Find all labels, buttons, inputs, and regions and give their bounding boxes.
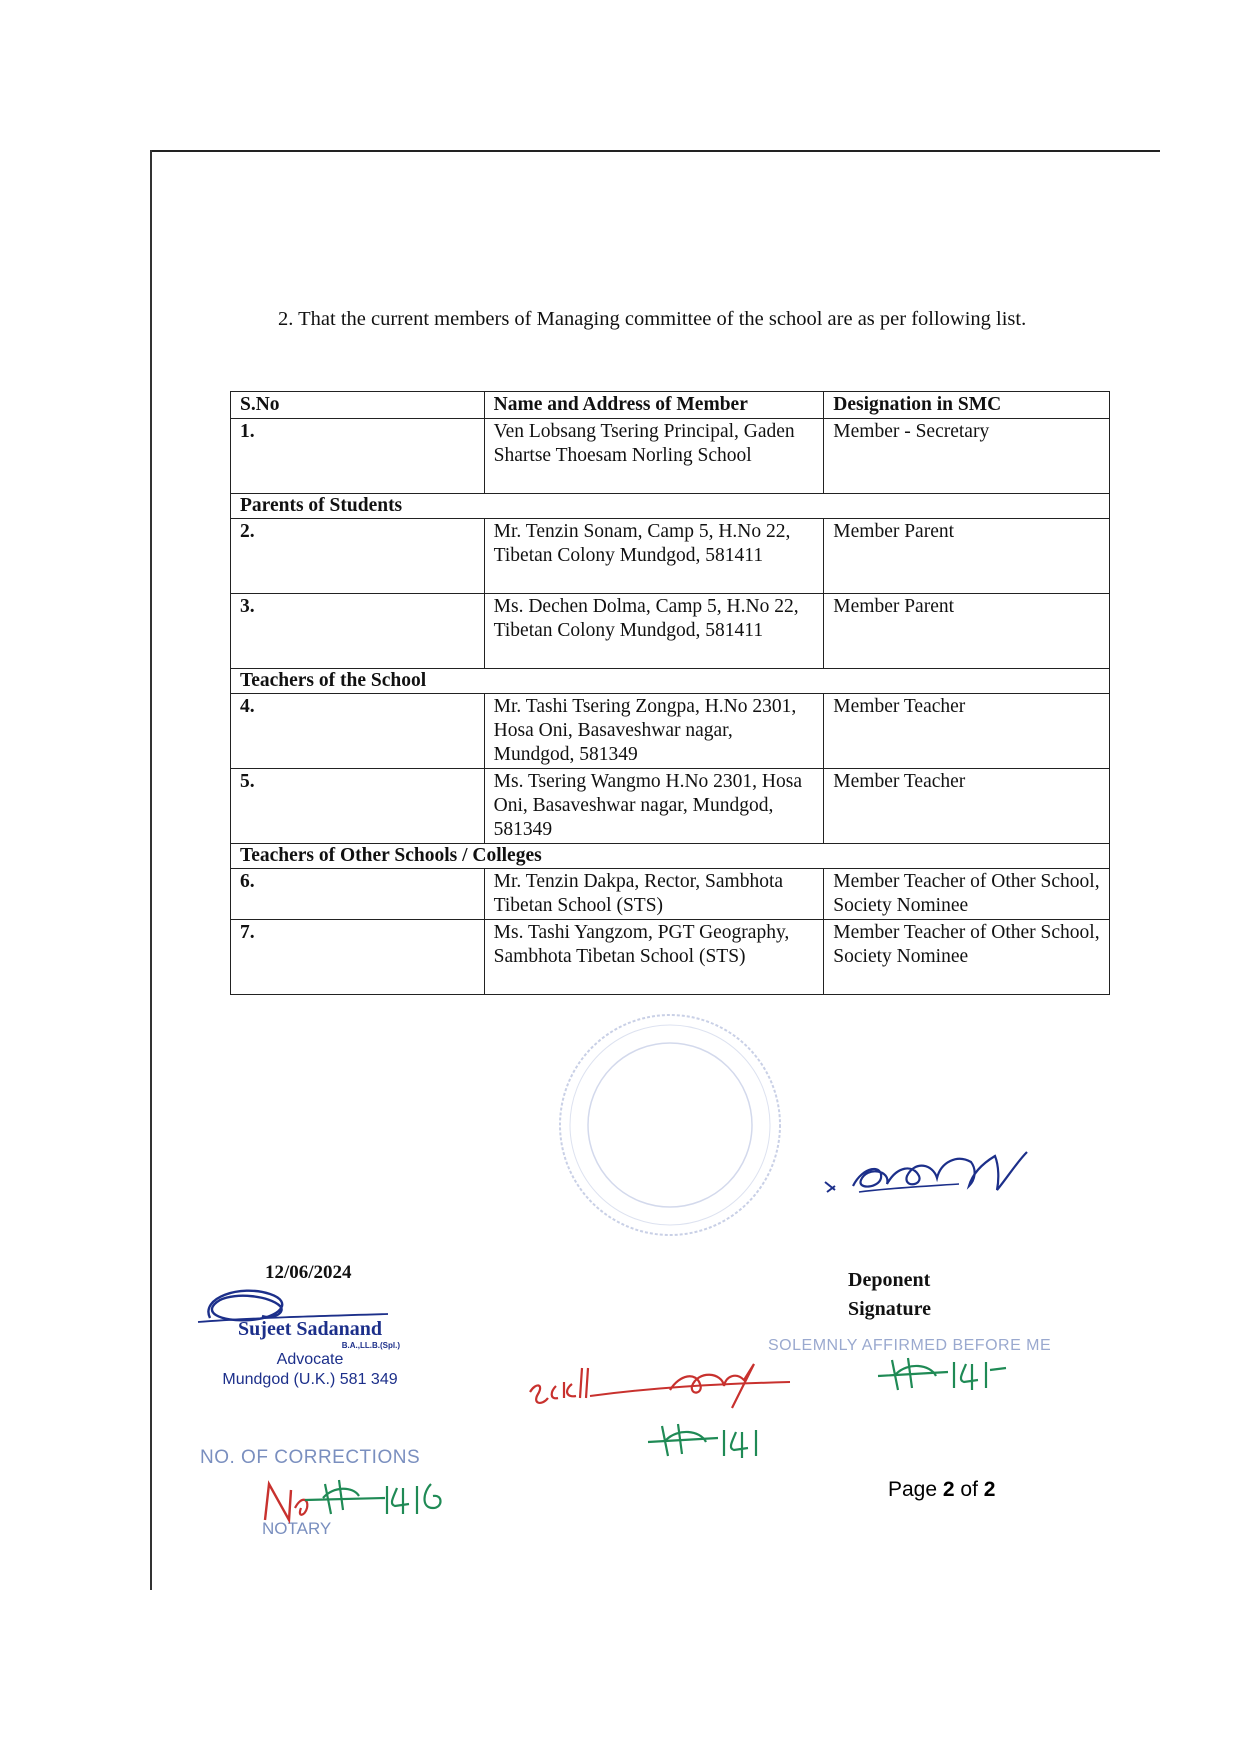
row-sno: 3.: [231, 594, 485, 669]
advocate-title: Advocate: [276, 1351, 344, 1368]
advocate-name: Sujeet Sadanand: [238, 1318, 382, 1340]
advocate-stamp: [210, 1318, 410, 1390]
page-prefix: Page: [888, 1478, 943, 1501]
committee-table: [230, 391, 1110, 995]
intro-paragraph: 2. That the current members of Managing committee of the school are as per following list.: [278, 308, 1027, 330]
page-number: [888, 1478, 995, 1502]
row-sno: 7.: [231, 920, 485, 995]
table-row: [231, 869, 1110, 920]
signature-line: Signature: [848, 1298, 931, 1320]
table-header-row: [231, 392, 1110, 419]
row-designation: Member Parent: [824, 594, 1110, 669]
deponent-line: Deponent: [848, 1269, 931, 1291]
affirmed-stamp: SOLEMNLY AFFIRMED BEFORE ME: [768, 1337, 1052, 1354]
row-name: Ms. Tashi Yangzom, PGT Geography, Sambhota Tibetan School (STS): [484, 920, 824, 995]
group-row-other-schools: [231, 844, 1110, 869]
page-middle: of: [954, 1478, 984, 1501]
table-row: [231, 694, 1110, 769]
group-label: Teachers of Other Schools / Colleges: [231, 844, 1110, 869]
page-left-border: [150, 150, 152, 1590]
document-date: 12/06/2024: [265, 1262, 352, 1283]
notary-initials-icon: [870, 1348, 1020, 1403]
row-designation: Member Parent: [824, 519, 1110, 594]
row-designation: Member Teacher of Other School, Society Nominee: [824, 869, 1110, 920]
row-designation: Member Teacher: [824, 769, 1110, 844]
row-name: Ms. Tsering Wangmo H.No 2301, Hosa Oni, Basaveshwar nagar, Mundgod, 581349: [484, 769, 824, 844]
header-designation: Designation in SMC: [824, 392, 1110, 419]
row-sno: 1.: [231, 419, 485, 494]
header-name: Name and Address of Member: [484, 392, 824, 419]
page-current: 2: [942, 1478, 955, 1501]
row-designation: Member - Secretary: [824, 419, 1110, 494]
group-label: Parents of Students: [231, 494, 1110, 519]
group-row-parents: [231, 494, 1110, 519]
row-name: Mr. Tenzin Sonam, Camp 5, H.No 22, Tibetan Colony Mundgod, 581411: [484, 519, 824, 594]
notary-seal-icon: [555, 1010, 785, 1240]
table-row: [231, 594, 1110, 669]
row-sno: 5.: [231, 769, 485, 844]
row-designation: Member Teacher: [824, 694, 1110, 769]
group-label: Teachers of the School: [231, 669, 1110, 694]
page-top-border: [150, 150, 1160, 152]
corrections-notary: NOTARY: [262, 1519, 332, 1538]
corrections-stamp: NO. OF CORRECTIONS: [200, 1447, 421, 1468]
table-row: [231, 519, 1110, 594]
page-total: 2: [983, 1478, 996, 1501]
group-row-teachers: [231, 669, 1110, 694]
table-row: [231, 419, 1110, 494]
row-sno: 6.: [231, 869, 485, 920]
faint-notarial-text: [486, 1328, 490, 1350]
row-sno: 4.: [231, 694, 485, 769]
deponent-signature-icon: [815, 1140, 1065, 1210]
row-name: Mr. Tenzin Dakpa, Rector, Sambhota Tibetan School (STS): [484, 869, 824, 920]
row-designation: Member Teacher of Other School, Society Nominee: [824, 920, 1110, 995]
row-name: Mr. Tashi Tsering Zongpa, H.No 2301, Hosa Oni, Basaveshwar nagar, Mundgod, 581349: [484, 694, 824, 769]
deponent-signature-label: [848, 1266, 931, 1324]
row-name: Ven Lobsang Tsering Principal, Gaden Shartse Thoesam Norling School: [484, 419, 824, 494]
table-row: [231, 769, 1110, 844]
row-sno: 2.: [231, 519, 485, 594]
row-name: Ms. Dechen Dolma, Camp 5, H.No 22, Tibetan Colony Mundgod, 581411: [484, 594, 824, 669]
advocate-degree: B.A.,LL.B.(Spl.): [341, 1341, 400, 1350]
header-sno: S.No: [231, 392, 485, 419]
advocate-place: Mundgod (U.K.) 581 349: [222, 1371, 398, 1388]
table-row: [231, 920, 1110, 995]
notary-signature-icon: [520, 1360, 830, 1415]
notary-initials-second-icon: [640, 1420, 790, 1470]
corrections-initials-icon: [255, 1470, 465, 1530]
